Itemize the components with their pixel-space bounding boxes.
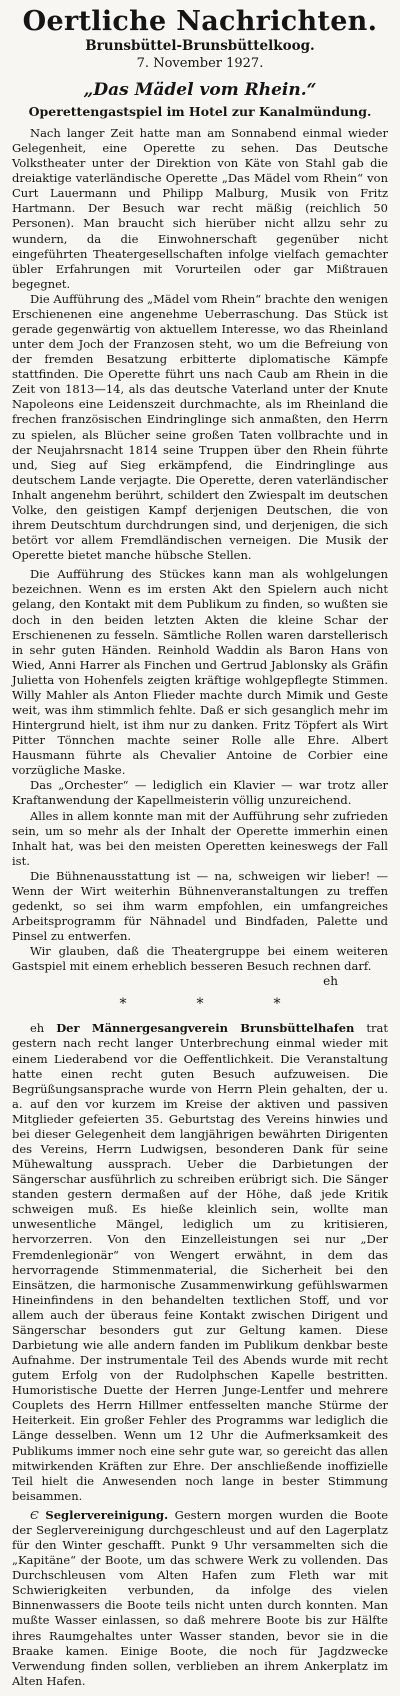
article1-paragraph-2: Die Aufführung des „Mädel vom Rhein“ brachte den wenigen Erschienenen eine angenehme Ueberraschung. Das Stück ist gerade gegenwärtig von aktuellem Interesse, wo das Rheinland unter dem Joch der Franzosen steht, wo um die Befreiung von der fremden Besatzung erbitterte diplomatische Kämpfe stattfinden. Die Operette führt uns nach Caub am Rhein in die Zeit von 1813—14, als das deutsche Vaterland unter der Knute Napoleons eine Leidenszeit durchmachte, als im Rheinland die frechen französischen Eindringlinge sich anmaßten, den Herrn zu spielen, als Blücher seine großen Taten vollbrachte und in der Neujahrsnacht 1814 seine Truppen über den Rhein führte und, Sieg auf Sieg erkämpfend, die Eindringlinge aus deutschem Lande verjagte. Die Operette, deren vaterländischer Inhalt angenehm berührt, schildert den Zwiespalt im deutschen Volke, den geistigen Kampf derjenigen Deutschen, die von ihrem Deutschtum durchdrungen sind, und derjenigen, die sich betört vor allem Fremdländischen verneigen. Die Musik der Operette bietet manche hübsche Stellen.: [12, 291, 388, 563]
article-separator: [12, 995, 388, 1013]
separator-star: *: [119, 996, 127, 1013]
article1-paragraph-5: Alles in allem konnte man mit der Aufführung sehr zufrieden sein, um so mehr als der Inhalt der Operette immerhin einen Inhalt hat, was bei den meisten Operetten keineswegs der Fall ist.: [12, 808, 388, 868]
article1-paragraph-6: Die Bühnenausstattung ist — na, schweigen wir lieber! — Wenn der Wirt weiterhin Bühnenveranstaltungen zu treffen gedenkt, so sei ihm warm empfohlen, ein umfangreiches Arbeitsprogramm für Nähnadel und Bindfaden, Palette und Pinsel zu entwerfen.: [12, 868, 388, 944]
article2-organization: Der Männergesangverein Brunsbüttelhafen: [56, 1021, 355, 1036]
section-subtitle: Brunsbüttel-Brunsbüttelkoog.: [85, 38, 315, 54]
article3-body: [12, 1508, 388, 1689]
issue-date: 7. November 1927.: [136, 56, 264, 71]
article1-headline: „Das Mädel vom Rhein.“: [83, 80, 317, 100]
article1-signature: eh: [323, 974, 338, 989]
article3-text: Gestern morgen wurden die Boote der Seglervereinigung durchgeschleust und auf den Lagerplatz für den Winter geschafft. Punkt 9 Uhr versammelten sich die „Kapitäne“ der Boote, um das schwere Werk zu vollenden. Das Durchschleusen vom Alten Hafen zum Fleth war mit Schwierigkeiten verbunden, da infolge des vielen Binnenwassers die Boote teils nicht unten durch konnten. Man mußte Wasser einlassen, so daß mehrere Boote bis zur Hälfte ihres Raumgehaltes unter Wasser standen, bevor sie in die Braake kamen. Einige Boote, die noch für Jagdzwecke Verwendung finden sollen, verblieben an ihrem Ankerplatz im Alten Hafen.: [12, 1507, 389, 1688]
article1-body: [12, 126, 388, 989]
separator-star: *: [273, 996, 281, 1013]
article2-body: [12, 1021, 388, 1504]
article2-text: trat gestern nach recht langer Unterbrechung einmal wieder mit einem Liederabend vor die Oeffentlichkeit. Die Veranstaltung hatte einen recht guten Besuch aufzuweisen. Die Begrüßungsansprache wurde von Herrn Plein gehalten, der u. a. auf den vor kurzem im Kreise der aktiven und passiven Mitglieder gefeierten 35. Geburtstag des Vereins hinwies und bei dieser Gelegenheit dem langjährigen bewährten Dirigenten des Vereins, Herrn Ludwigsen, besonderen Dank für seine Mühewaltung aussprach. Ueber die Darbietungen der Sängerschar ausführlich zu schreiben erübrigt sich. Die Sänger standen gestern dermaßen auf der Höhe, daß jede Kritik schweigen muß. Es hieße kleinlich sein, wollte man unwesentliche Mängel, lediglich um zu kritisieren, hervorzerren. Von den Einzelleistungen sei nur „Der Fremdenlegionär“ von Wengert erwähnt, in dem das hervorragende Stimmenmaterial, die Sicherheit bei den Einsätzen, die harmonische Zusammenwirkung gefühlswarmen Hineinfindens in den behandelten textlichen Stoff, und vor allem auch der überaus feine Kontakt zwischen Dirigent und Sängerschar besonders gut zur Geltung kamen. Diese Darbietung wie alle andern fanden im Publikum denkbar beste Aufnahme. Der instrumentale Teil des Abends wurde mit recht gutem Erfolg von der Rudolphschen Kapelle bestritten. Humoristische Duette der Herren Junge-Lentfer und mehrere Couplets des Herrn Hillmer entfesselten manche Stürme der Heiterkeit. Ein großer Fehler des Programms war lediglich die Länge desselben. Wenn um 12 Uhr die Aufmerksamkeit des Publikums immer noch eine sehr gute war, so gereicht das allen mitwirkenden Kräften zur Ehre. Der anschließende inoffizielle Teil hielt die Anwesenden noch lange in bester Stimmung beisammen.: [12, 1021, 388, 1503]
article1-paragraph-7: Wir glauben, daß die Theatergruppe bei einem weiteren Gastspiel mit einem erheblich besseren Besuch rechnen darf.: [12, 944, 388, 974]
article1-paragraph-1: Nach langer Zeit hatte man am Sonnabend einmal wieder Gelegenheit, eine Operette zu sehen. Das Deutsche Volkstheater unter der Direktion von Käte von Stahl gab die dreiaktige vaterländische Operette „Das Mädel vom Rhein“ von Curt Lauermann und Philipp Malburg, Musik von Fritz Hartmann. Der Besuch war recht mäßig (reichlich 50 Personen). Man braucht sich hierüber nicht allzu sehr zu wundern, da die Einwohnerschaft gegenüber nicht eingeführten Theatergesellschaften infolge vielfach gemachter übler Erfahrungen mit Vorurteilen oder gar Mißtrauen begegnet.: [12, 126, 388, 291]
article1-subheadline: Operettengastspiel im Hotel zur Kanalmündung.: [28, 104, 372, 119]
article3-author-mark: Є: [30, 1507, 39, 1522]
article1-paragraph-4: Das „Orchester“ — lediglich ein Klavier — war trotz aller Kraftanwendung der Kapellmeisterin völlig unzureichend.: [12, 778, 388, 808]
article2-author-mark: eh: [30, 1021, 45, 1036]
article3-organization: Seglervereinigung.: [45, 1507, 169, 1522]
section-title: Oertliche Nachrichten.: [22, 6, 378, 37]
separator-star: *: [196, 996, 204, 1013]
article1-paragraph-3: Die Aufführung des Stückes kann man als wohlgelungen bezeichnen. Wenn es im ersten Akt den Spielern auch nicht gelang, den Kontakt mit dem Publikum zu finden, so wußten sie doch in den beiden letzten Akten die kleine Schar der Erschienenen zu fesseln. Sämtliche Rollen waren darstellerisch in sehr guten Händen. Reinhold Waddin als Baron Hans von Wied, Anni Harrer als Finchen und Gertrud Jablonsky als Gräfin Julietta von Hohenfels zeigten kräftige wohlgepflegte Stimmen. Willy Mahler als Anton Flieder machte durch Mimik und Geste weit, was ihm stimmlich fehlte. Daß er sich gesanglich mehr im Hintergrund hielt, ist ihm nur zu danken. Fritz Töpfert als Wirt Pitter Tönnchen machte seiner Rolle alle Ehre. Albert Hausmann führte als Chevalier Antoine de Corbier eine vorzügliche Maske.: [12, 567, 388, 778]
